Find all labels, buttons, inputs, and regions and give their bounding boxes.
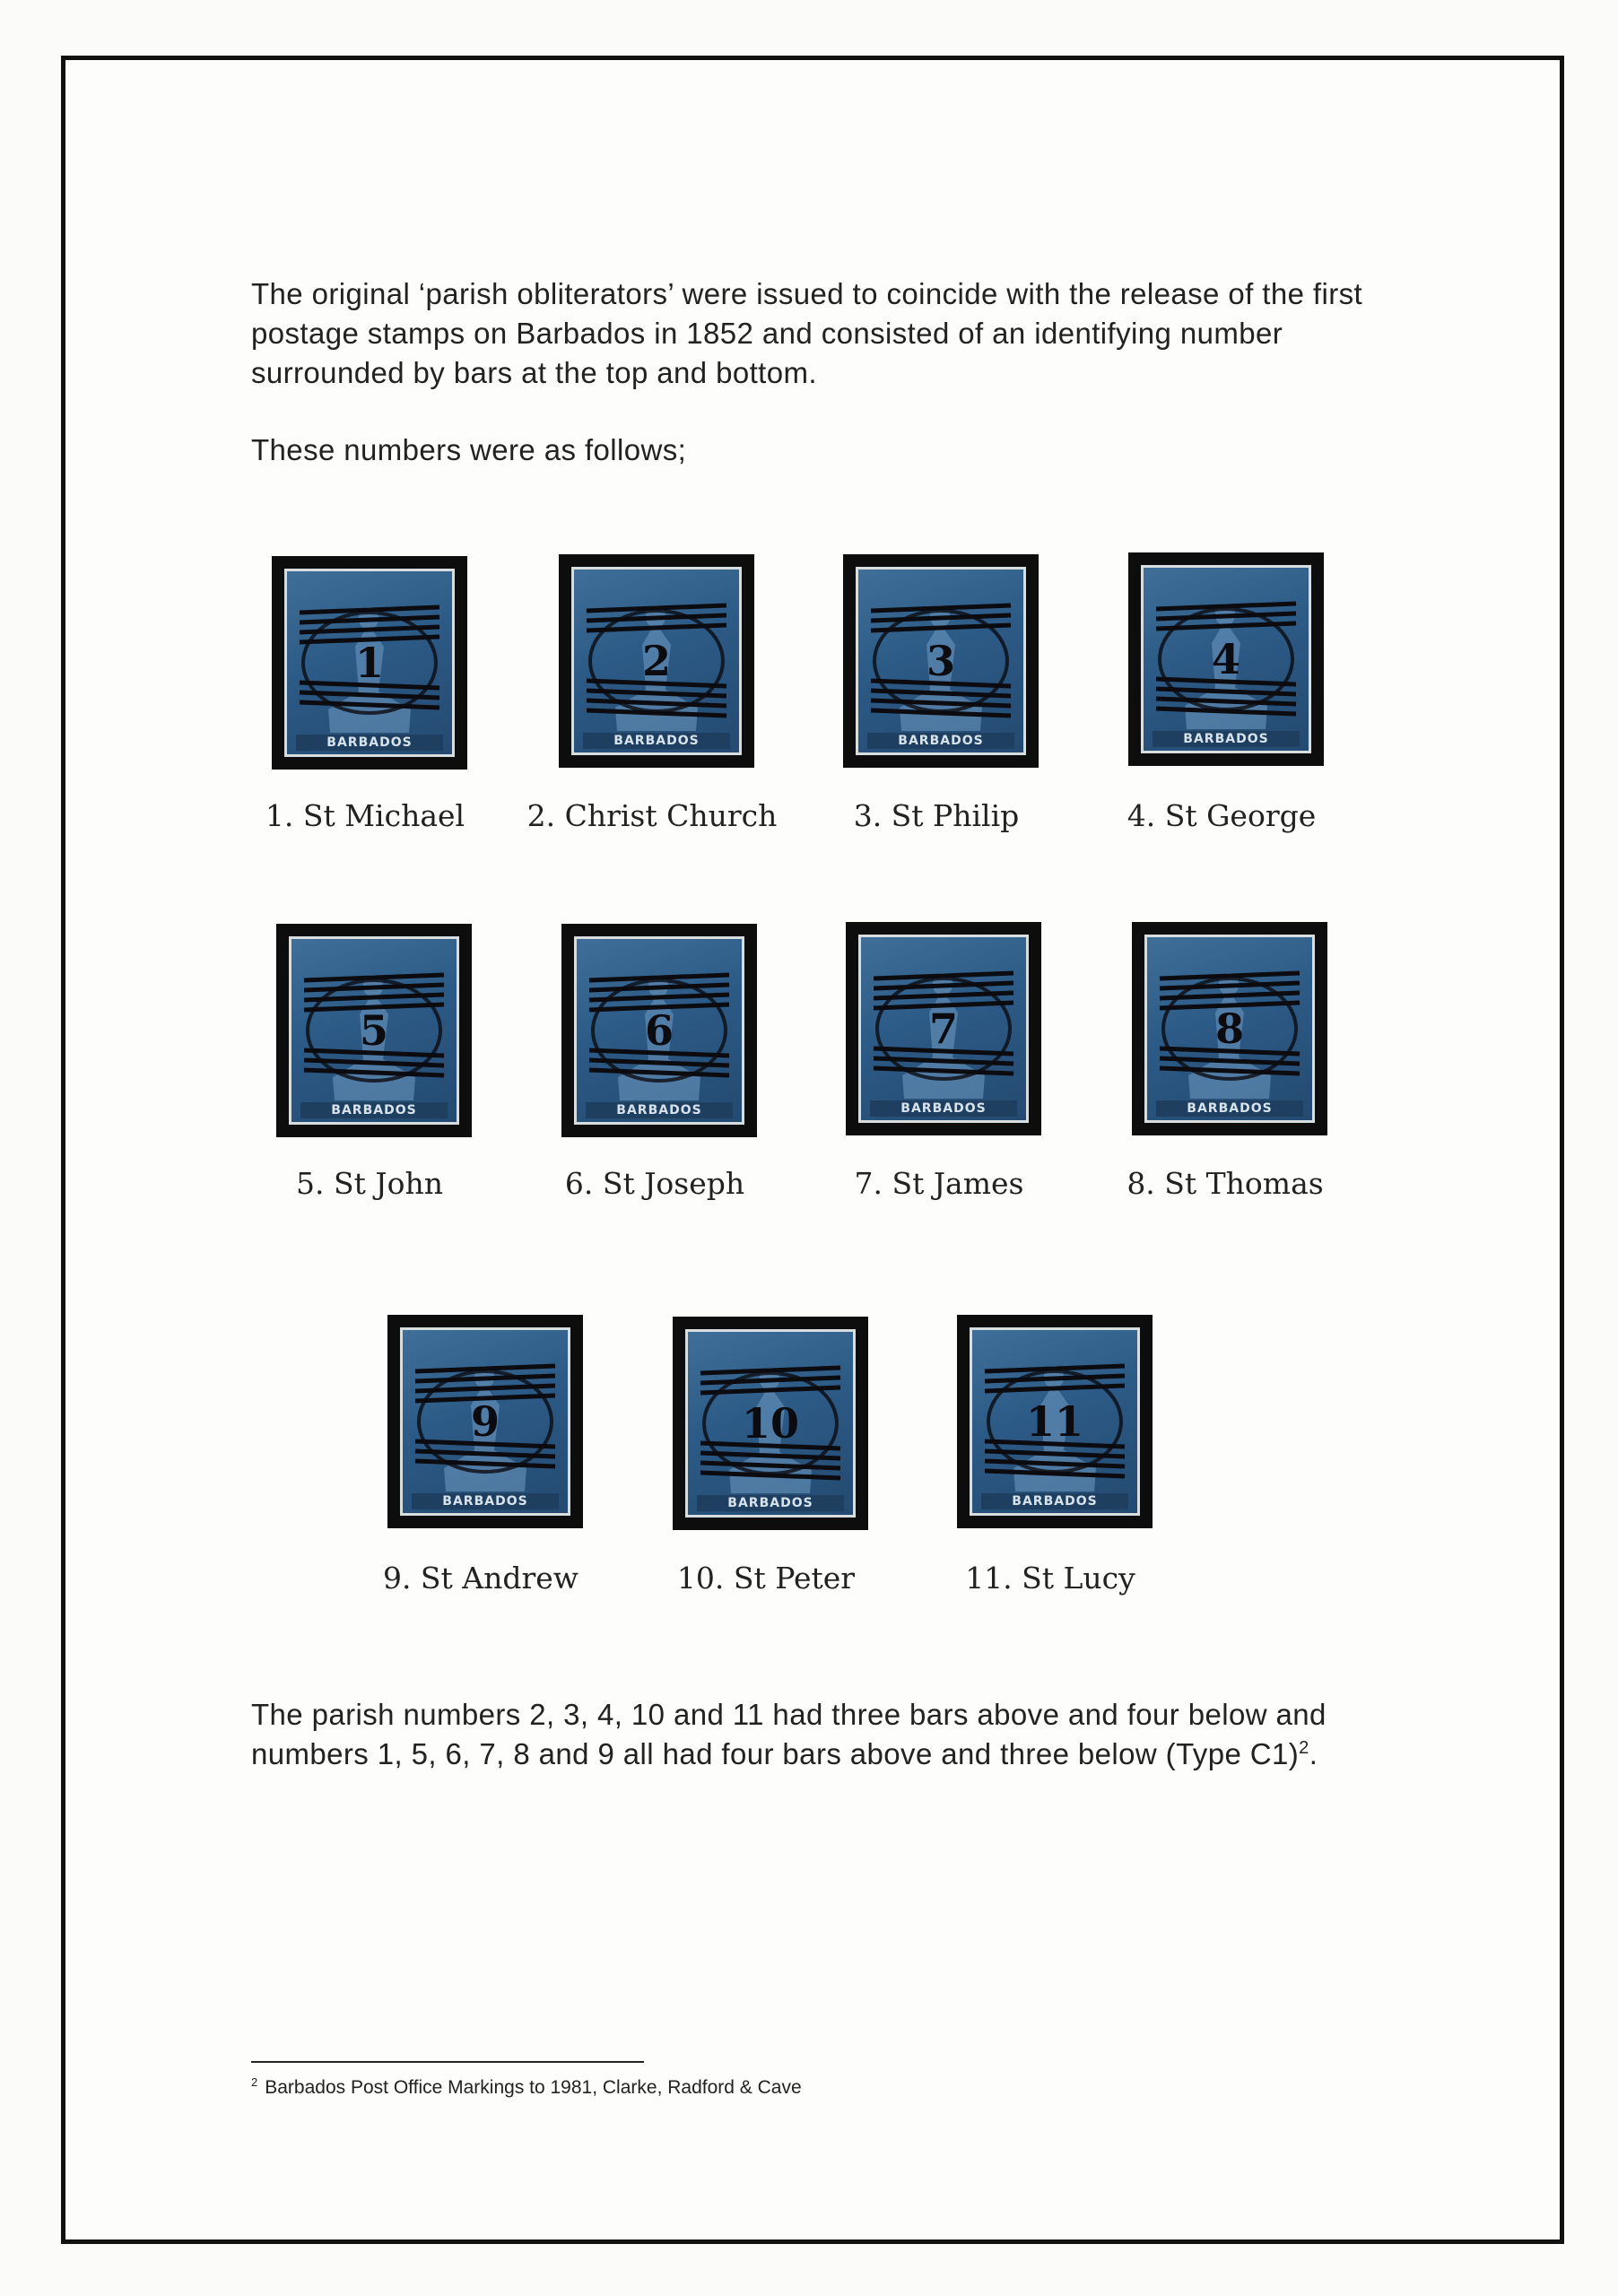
stamp-country-label: BARBADOS bbox=[412, 1493, 559, 1509]
parish-number: 8 bbox=[1214, 1004, 1245, 1053]
parish-number: 2 bbox=[641, 637, 672, 685]
cancel-bar-bottom bbox=[874, 1068, 1013, 1074]
stamp-image bbox=[574, 936, 744, 1125]
cancel-bar-top bbox=[871, 615, 1011, 621]
cancel-bar-top bbox=[589, 985, 729, 990]
intro-paragraph: The original ‘parish obliterators’ were issued to coincide with the release of the first postage stamps on Barbados in 1852 and consisted of an identifying number surrounded by bars at the top and bottom. bbox=[251, 277, 1363, 389]
stamp-caption: 3. St Philip bbox=[853, 798, 1020, 833]
stamp-image bbox=[284, 569, 455, 757]
closing-paragraph bbox=[251, 1695, 1399, 1774]
obliterator-mark bbox=[688, 1332, 853, 1515]
stamp-image bbox=[685, 1329, 856, 1518]
cancel-bar-top bbox=[300, 617, 439, 622]
cancel-bar-top bbox=[1156, 613, 1296, 619]
cancel-bar-bottom bbox=[985, 1461, 1125, 1466]
stamp-country-label: BARBADOS bbox=[296, 735, 443, 751]
stamp-7 bbox=[846, 922, 1041, 1135]
stamp-9 bbox=[387, 1315, 583, 1528]
cancel-bar-bottom bbox=[587, 700, 726, 706]
closing-text: The parish numbers 2, 3, 4, 10 and 11 had three bars above and four below and numbers 1, 5, 6, 7, 8 and 9 all had four bars above and three below (Type C1) bbox=[251, 1698, 1327, 1770]
cancel-bar-bottom bbox=[300, 702, 439, 708]
cancel-bar-bottom bbox=[871, 700, 1011, 706]
stamp-3 bbox=[843, 554, 1039, 768]
stamp-country-label: BARBADOS bbox=[981, 1493, 1128, 1509]
footnote-marker: 2 bbox=[251, 2075, 258, 2089]
parish-number: 4 bbox=[1211, 635, 1241, 683]
footnote-divider bbox=[251, 2061, 644, 2063]
cancel-bar-top bbox=[1160, 983, 1300, 988]
stamp-country-label: BARBADOS bbox=[867, 733, 1014, 749]
stamp-country-label: BARBADOS bbox=[583, 733, 730, 749]
cancel-bar-top bbox=[874, 983, 1013, 988]
obliterator-mark bbox=[972, 1330, 1137, 1513]
stamp-8 bbox=[1132, 922, 1327, 1135]
obliterator-mark bbox=[1147, 937, 1312, 1120]
stamp-6 bbox=[561, 924, 757, 1137]
stamp-caption: 11. St Lucy bbox=[965, 1561, 1135, 1596]
obliterator-mark bbox=[577, 939, 742, 1122]
stamp-country-label: BARBADOS bbox=[586, 1102, 733, 1118]
stamp-country-label: BARBADOS bbox=[300, 1102, 448, 1118]
stamp-caption: 4. St George bbox=[1127, 798, 1317, 833]
cancel-bar-bottom bbox=[700, 1463, 840, 1468]
stamp-5 bbox=[276, 924, 472, 1137]
obliterator-mark bbox=[403, 1330, 568, 1513]
stamp-country-label: BARBADOS bbox=[1153, 731, 1300, 747]
stamp-image bbox=[400, 1327, 570, 1516]
obliterator-mark bbox=[287, 571, 452, 754]
cancel-bar-top bbox=[587, 615, 726, 621]
stamp-caption: 1. St Michael bbox=[265, 798, 465, 833]
cancel-bar-top bbox=[700, 1378, 840, 1383]
stamp-image bbox=[970, 1327, 1140, 1516]
stamp-image bbox=[571, 567, 742, 755]
footnote-reference[interactable]: 2 bbox=[1299, 1738, 1309, 1758]
stamp-image bbox=[858, 935, 1029, 1123]
footnote-text: Barbados Post Office Markings to 1981, Clarke, Radford & Cave bbox=[265, 2077, 802, 2098]
obliterator-mark bbox=[858, 570, 1023, 752]
parish-number: 9 bbox=[470, 1397, 500, 1446]
stamp-11 bbox=[957, 1315, 1153, 1528]
cancel-bar-bottom bbox=[1156, 699, 1296, 704]
cancel-bar-top bbox=[985, 1376, 1125, 1381]
stamp-image bbox=[289, 936, 459, 1125]
parish-number: 10 bbox=[741, 1399, 800, 1448]
cancel-bar-top bbox=[304, 985, 444, 990]
obliterator-mark bbox=[291, 939, 457, 1122]
stamp-caption: 8. St Thomas bbox=[1127, 1166, 1324, 1201]
stamp-caption: 2. Christ Church bbox=[526, 798, 778, 833]
obliterator-mark bbox=[861, 937, 1026, 1120]
stamp-country-label: BARBADOS bbox=[870, 1100, 1017, 1117]
parish-number: 11 bbox=[1025, 1397, 1084, 1446]
parish-number: 1 bbox=[354, 639, 385, 687]
stamp-4 bbox=[1128, 552, 1324, 766]
stamp-caption: 5. St John bbox=[296, 1166, 443, 1201]
stamp-image bbox=[856, 567, 1026, 755]
stamp-10 bbox=[673, 1317, 868, 1530]
stamp-caption: 6. St Joseph bbox=[564, 1166, 745, 1201]
stamp-country-label: BARBADOS bbox=[697, 1495, 844, 1511]
closing-period: . bbox=[1309, 1737, 1318, 1770]
parish-number: 7 bbox=[928, 1004, 959, 1053]
obliterator-mark bbox=[574, 570, 739, 752]
stamp-image bbox=[1141, 565, 1311, 753]
cancel-bar-bottom bbox=[415, 1461, 555, 1466]
parish-number: 5 bbox=[359, 1006, 389, 1055]
cancel-bar-bottom bbox=[304, 1070, 444, 1075]
stamp-2 bbox=[559, 554, 754, 768]
stamp-caption: 9. St Andrew bbox=[382, 1561, 579, 1596]
stamp-caption: 10. St Peter bbox=[676, 1561, 856, 1596]
stamp-country-label: BARBADOS bbox=[1156, 1100, 1303, 1117]
cancel-bar-top bbox=[415, 1376, 555, 1381]
followup-paragraph: These numbers were as follows; bbox=[251, 433, 687, 466]
footnote bbox=[251, 2075, 802, 2099]
obliterator-mark bbox=[1144, 568, 1309, 751]
parish-number: 6 bbox=[644, 1006, 674, 1055]
cancel-bar-bottom bbox=[589, 1070, 729, 1075]
stamp-caption: 7. St James bbox=[854, 1166, 1024, 1201]
stamp-1 bbox=[272, 556, 467, 770]
cancel-bar-bottom bbox=[1160, 1068, 1300, 1074]
parish-number: 3 bbox=[926, 637, 956, 685]
stamp-image bbox=[1144, 935, 1315, 1123]
